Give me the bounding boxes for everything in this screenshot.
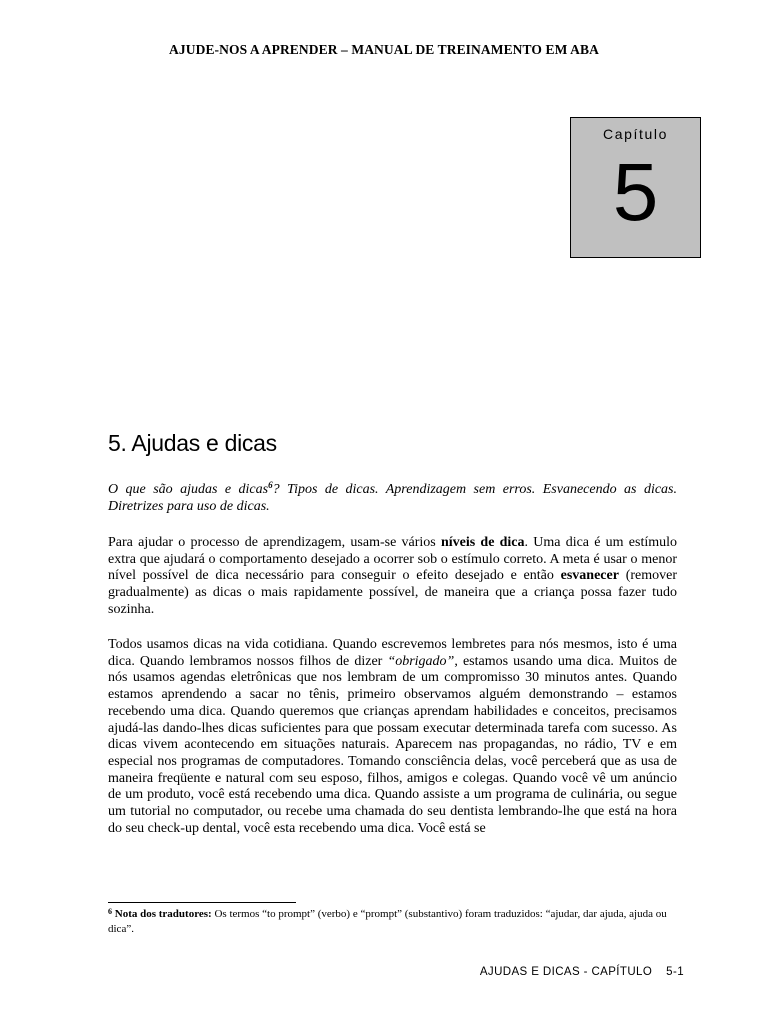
- footnote-reference: 6: [268, 480, 273, 490]
- intro-text-2: ? Tipos de dicas. Aprendizagem sem erros. Esvanecendo as dicas. Diretrizes para uso de dicas.: [108, 482, 677, 514]
- para2-text-2: , estamos usando uma dica. Muitos de nós usamos agendas eletrônicas que nos lembram de um compromisso 30 minutos antes. Quando estamos aprendendo a sacar no tênis, primeiro observamos alguém demonstrando – estamos recebendo uma dica. Quando queremos que crianças aprendam habilidades e conceitos, precisamos ajudá-las dando-lhes dicas suficientes para que possam executar determinada tarefa com sucesso. As dicas vivem acontecendo em situações naturais. Aparecem nas propagandas, no rádio, TV e em especial nos programas de computadores. Tomando consciência delas, você perceberá que as usa de maneira freqüente e natural com seu esposo, filhos, amigos e colegas. Quando você vê um anúncio de um produto, você está recebendo uma dica. Quando assiste a um programa de culinária, ou segue um tutorial no computador, ou recebe uma chamada do seu dentista lembrando-lhe que está na hora do seu check-up dental, você esta recebendo uma dica. Você está se: [108, 653, 677, 836]
- para2-italic-1: “obrigado”: [387, 653, 455, 669]
- running-footer: [480, 966, 684, 978]
- page-number: 5-1: [666, 966, 684, 978]
- chapter-number: 5: [612, 147, 659, 238]
- footnote-label: Nota dos tradutores:: [114, 908, 212, 920]
- intro-paragraph: [108, 482, 677, 515]
- para2-text-1: Todos usamos dicas na vida cotidiana. Quando escrevemos lembretes para nós mesmos, isto é uma dica. Quando lembramos nossos filhos de dizer: [108, 637, 677, 669]
- footnote-marker: 6: [108, 907, 112, 916]
- intro-text-1: O que são ajudas e dicas: [108, 482, 269, 497]
- footnote: [108, 907, 677, 937]
- section-title: 5. Ajudas e dicas: [108, 430, 277, 456]
- body-paragraph-2: [108, 637, 677, 837]
- footer-label: AJUDAS E DICAS - CAPÍTULO: [479, 966, 653, 978]
- body-paragraph-1: [108, 535, 677, 619]
- footnote-separator: [108, 902, 296, 903]
- para1-bold-1: níveis de dica: [440, 535, 525, 550]
- para1-text-1: Para ajudar o processo de aprendizagem, usam-se vários: [108, 535, 441, 550]
- footnote-text: Os termos “to prompt” (verbo) e “prompt” (substantivo) foram traduzidos: “ajudar, dar ajuda, ajuda ou dica”.: [108, 908, 667, 935]
- chapter-label: Capítulo: [603, 126, 668, 142]
- para1-text-3: (remover gradualmente) as dicas o mais rapidamente possível, de maneira que a criança possa fazer tudo sozinha.: [108, 568, 677, 617]
- para1-text-2: . Uma dica é um estímulo extra que ajudará o comportamento desejado a ocorrer sob o estímulo correto. A meta é usar o menor nível possível de dica necessário para conseguir o efeito desejado e então: [108, 535, 678, 584]
- chapter-box: [570, 117, 701, 258]
- para1-bold-2: esvanecer: [560, 568, 619, 584]
- running-header: AJUDE-NOS A APRENDER – MANUAL DE TREINAMENTO EM ABA: [169, 42, 599, 57]
